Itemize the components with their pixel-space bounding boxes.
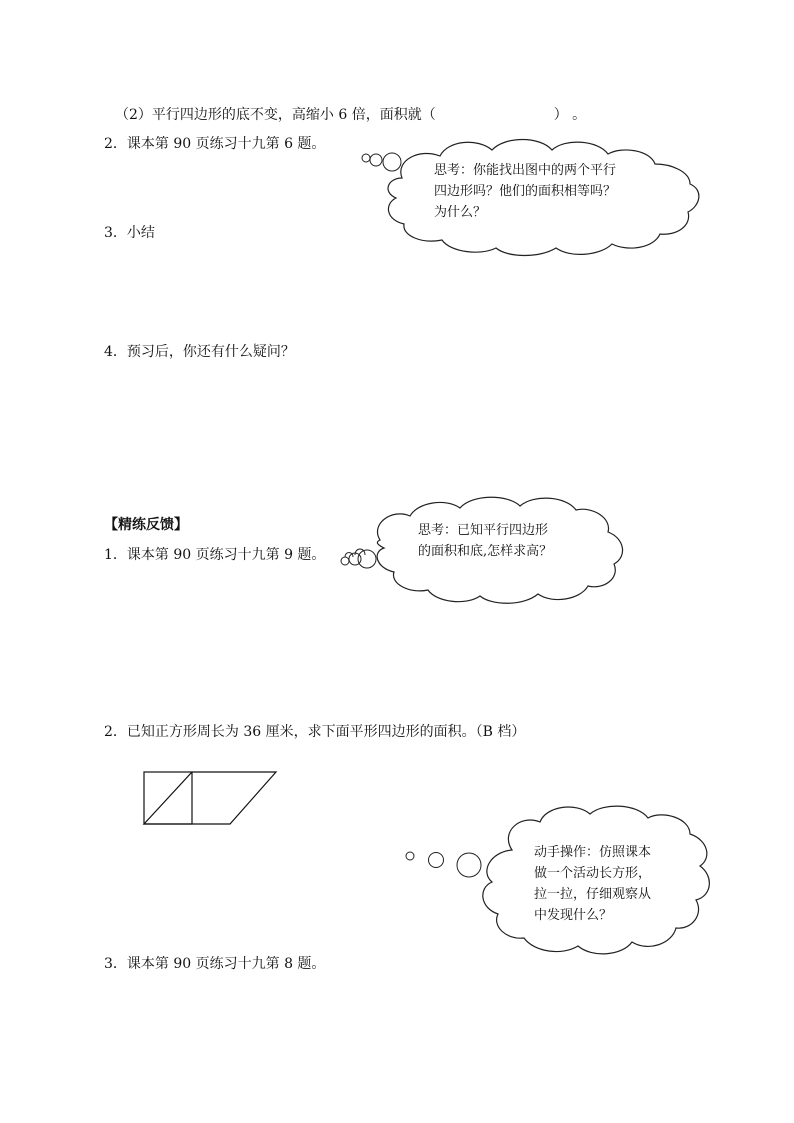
section-title: 【精练反馈】	[104, 517, 188, 533]
feedback-2: 2．已知正方形周长为 36 厘米，求下面平形四边形的面积。（B 档）	[104, 724, 526, 740]
question-text: （2）平行四边形的底不变，高缩小 6 倍，面积就（	[115, 107, 436, 123]
cloud-3-text	[534, 842, 651, 926]
item-2: 2．课本第 90 页练习十九第 6 题。	[104, 136, 326, 152]
item-3: 3．小结	[104, 225, 155, 241]
cloud-3-line: 中发现什么？	[534, 908, 613, 923]
cloud-1-line: 为什么？	[434, 205, 487, 220]
cloud-3-line: 动手操作：仿照课本	[534, 845, 652, 860]
square-parallelogram-figure	[144, 772, 276, 824]
cloud-1-line: 四边形吗？他们的面积相等吗？	[434, 184, 617, 199]
cloud-2-line: 的面积和底,怎样求高？	[418, 544, 553, 559]
feedback-1: 1．课本第 90 页练习十九第 9 题。	[104, 547, 326, 563]
feedback-3: 3．课本第 90 页练习十九第 8 题。	[104, 956, 326, 972]
cloud-3-line: 做一个活动长方形，	[534, 866, 652, 881]
cloud-1-text	[434, 160, 616, 223]
question-text-end: ） 。	[553, 107, 587, 123]
cloud-3-line: 拉一拉，仔细观察从	[534, 887, 652, 902]
cloud-1-line: 思考：你能找出图中的两个平行	[434, 163, 617, 178]
cloud-2-line: 思考：已知平行四边形	[418, 523, 549, 538]
item-4: 4．预习后，你还有什么疑问？	[104, 344, 295, 360]
cloud-2-text	[418, 520, 552, 562]
